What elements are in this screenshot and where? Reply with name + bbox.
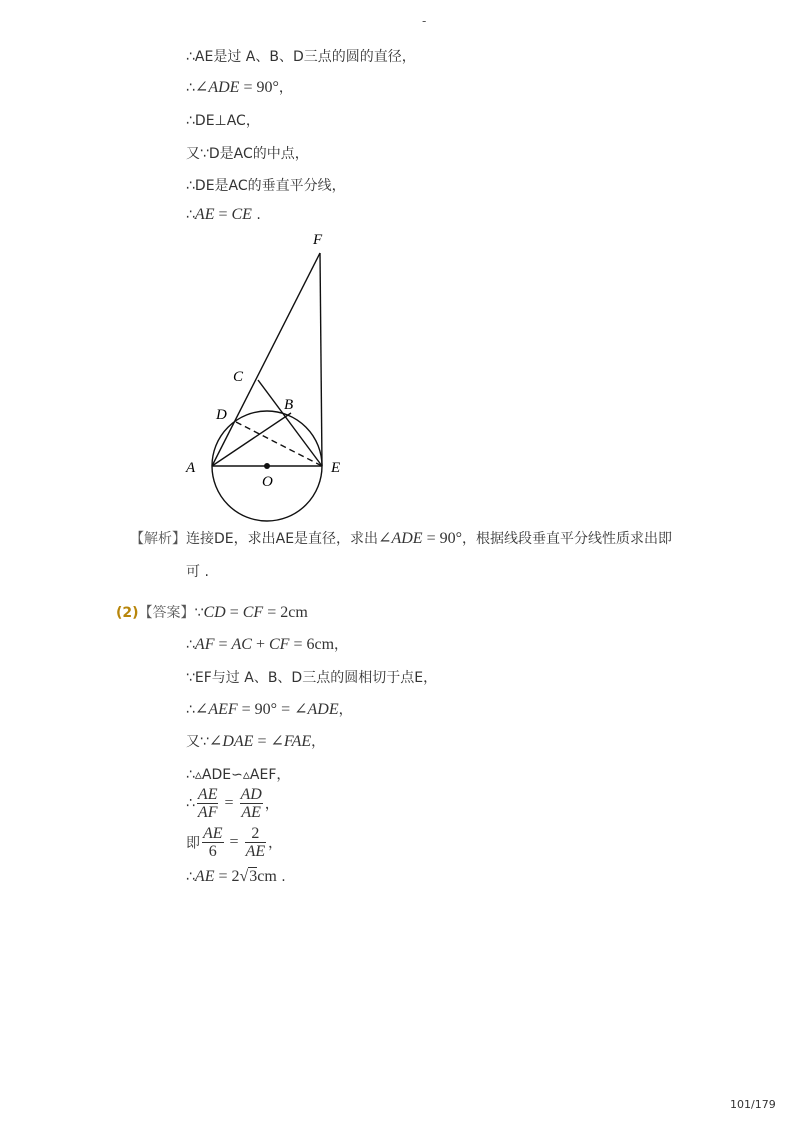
equals-2cm: = 2cm [263,604,308,621]
ce: CE [231,206,252,223]
geometry-figure [0,0,800,560]
analysis-line-2: 可 . [186,564,209,580]
segment-af [212,253,320,466]
part2-line-6: ∴▵ADE∽▵AEF， [186,767,291,783]
therefore-symbol: ∴ [186,795,195,812]
equals-90: = 90° [239,79,279,96]
numerator: AE [203,825,223,842]
equals-90: = 90° [422,530,462,547]
comma: ， [278,80,293,96]
fraction-2-ae [245,825,267,860]
comma: ， [268,835,283,852]
angle-dae: ∠DAE [208,733,254,750]
angle-fae: ∠FAE [270,733,312,750]
analysis-text-b: ，根据线段垂直平分线性质求出即 [462,531,672,547]
equals-6cm: = 6cm [289,636,335,653]
fraction-ae-af [197,786,219,821]
therefore-symbol: ∴ [186,702,195,718]
label-o: O [262,474,273,490]
equals-90: = 90° = [237,701,295,718]
part2-line-5 [186,731,325,751]
comma: ， [264,796,279,813]
therefore-symbol: ∴ [186,80,195,96]
cf: CF [242,604,264,621]
answer-tag: 【答案】 [138,605,195,621]
namely-text: 即 [186,835,200,852]
therefore-symbol: ∴ [186,869,195,885]
page-number: 101/179 [730,1098,776,1111]
equals: = [220,794,238,812]
comma: ， [334,637,349,653]
angle-ade: ∠ADE [194,79,240,96]
comma: ， [338,702,353,718]
part2-line-7 [186,786,279,821]
denominator: AF [197,804,218,821]
part2-line-1 [116,602,308,622]
denominator: AE [245,843,266,860]
top-mark: - [422,14,427,28]
period: . [251,207,261,223]
fraction-ae-6 [202,825,224,860]
unit-cm: cm [257,868,277,885]
sqrt-radicand: 3 [249,868,258,885]
angle-ade: ∠ADE [378,530,423,547]
therefore-symbol: ∴ [186,637,195,653]
proof-line-3: ∴DE⊥AC， [186,113,260,129]
question-number: (2) [116,605,139,621]
cf: CF [268,636,290,653]
segment-fe [320,253,322,466]
center-point-o [264,463,270,469]
angle-aef: ∠AEF [194,701,238,718]
label-c: C [233,369,244,385]
proof-line-1: ∴AE是过 A、B、D三点的圆的直径， [186,49,416,65]
segment-ce [258,380,322,466]
numerator: AE [197,786,218,803]
numerator: 2 [245,825,267,843]
ae: AE [194,206,215,223]
label-b: B [284,397,294,413]
part2-line-8 [186,825,282,860]
segment-de-dashed [236,422,322,466]
numerator: AD [240,786,262,803]
angle-ade: ∠ADE [294,701,339,718]
equals: = [214,636,232,653]
label-f: F [313,232,323,248]
label-d: D [216,407,227,423]
af: AF [194,636,215,653]
cd: CD [203,604,226,621]
denominator: AE [241,804,261,821]
denominator: 6 [208,843,217,860]
ac: AC [231,636,252,653]
analysis-line-1 [130,528,672,548]
equals-2: = 2 [214,868,240,885]
proof-line-4: 又∵D是AC的中点， [186,146,309,162]
analysis-tag: 【解析】 [130,531,186,547]
comma: ， [311,734,326,750]
because-symbol: 又∵ [186,734,209,750]
label-e: E [331,460,341,476]
fraction-ad-ae [240,786,263,821]
because-symbol: ∵ [194,605,204,621]
plus: + [251,636,269,653]
proof-line-5: ∴DE是AC的垂直平分线， [186,178,346,194]
sqrt-symbol: √ [239,868,249,885]
part2-line-9 [186,868,286,886]
therefore-symbol: ∴ [186,207,195,223]
equals: = [214,206,232,223]
equals: = [225,833,243,851]
analysis-text-a: 连接DE，求出AE是直径，求出 [186,531,379,547]
ae: AE [194,868,215,885]
equals: = [253,733,271,750]
period: . [276,869,286,885]
part2-line-4 [186,699,353,719]
equals: = [225,604,243,621]
part2-line-3: ∵EF与过 A、B、D三点的圆相切于点E， [186,670,438,686]
part2-line-2 [186,634,348,654]
label-a: A [186,460,196,476]
